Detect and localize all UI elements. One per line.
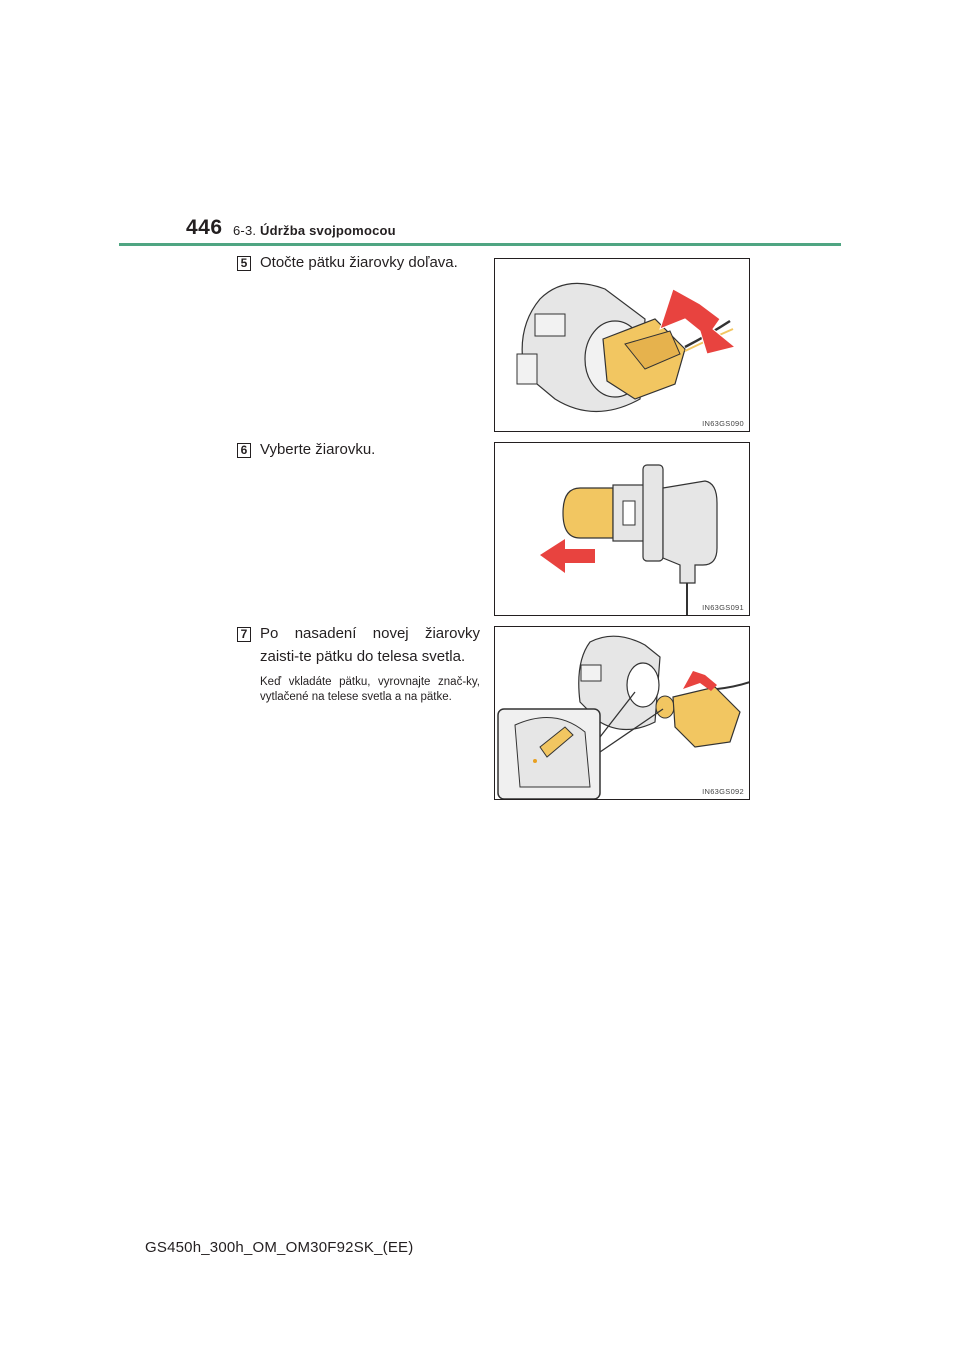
step-7-badge: 7 [237,627,251,642]
rotate-socket-illustration [495,259,750,432]
figure-code: IN63GS092 [702,787,744,796]
figure-remove-bulb [494,442,750,616]
step-6-text: Vyberte žiarovku. [260,441,376,458]
install-socket-illustration [495,627,750,800]
step-5-text: Otočte pätku žiarovky doľava. [260,254,458,271]
document-code: GS450h_300h_OM_OM30F92SK_(EE) [145,1239,414,1256]
figure-code: IN63GS090 [702,419,744,428]
step-6-badge: 6 [237,443,251,458]
section-number: 6-3. [233,223,257,238]
page-number: 446 [186,216,223,239]
header-rule [119,243,841,246]
remove-bulb-illustration [495,443,750,616]
step-7-text: Po nasadení novej žiarovky zaisti-te pätku do telesa svetla. [260,625,480,665]
step-7-note: Keď vkladáte pätku, vyrovnajte znač-ky, vytlačené na telese svetla a na pätke. [260,676,480,703]
section-title [233,223,396,238]
figure-install-socket [494,626,750,800]
step-5-badge: 5 [237,256,251,271]
section-name: Údržba svojpomocou [260,223,396,238]
figure-rotate-socket [494,258,750,432]
figure-code: IN63GS091 [702,603,744,612]
